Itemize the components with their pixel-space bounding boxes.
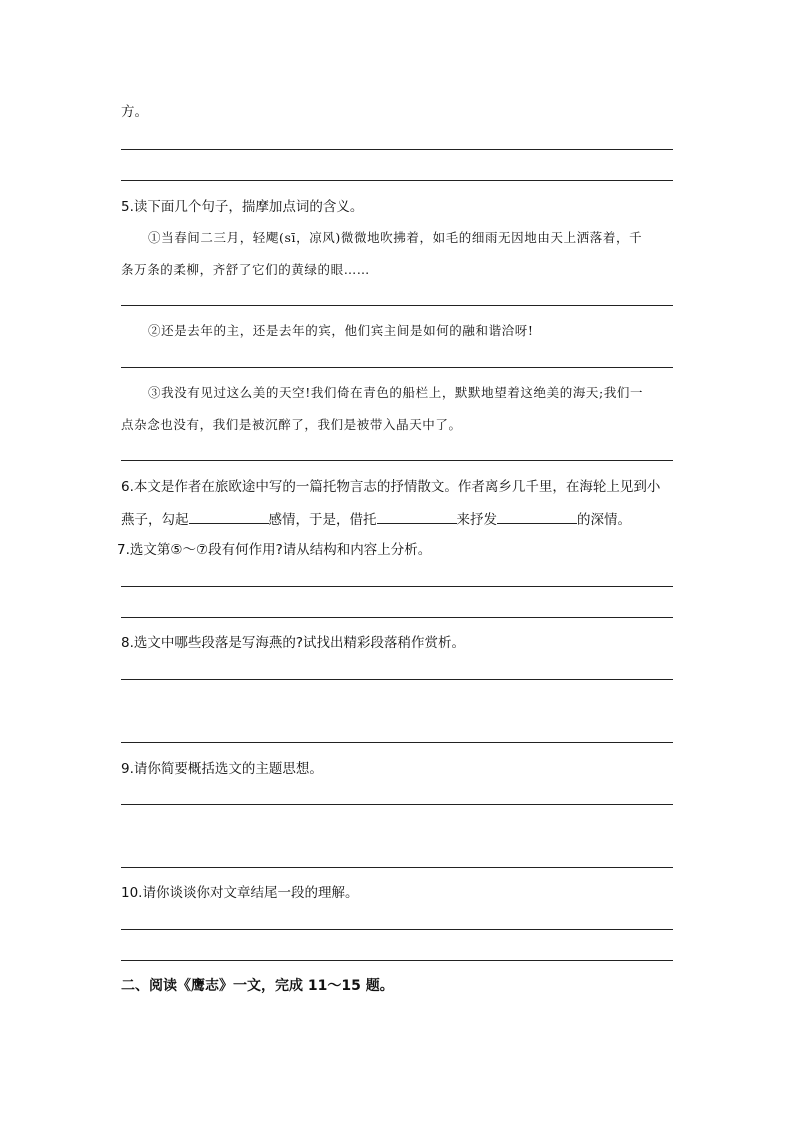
question-6-line-2 [121, 509, 631, 529]
question-10: 10.请你谈谈你对文章结尾一段的理解。 [121, 885, 359, 901]
sentence-3-line-2: 点杂念也没有，我们是被沉醉了，我们是被带入晶天中了。 [121, 417, 462, 432]
fill-blank-3[interactable] [497, 509, 577, 524]
question-7: 7.选文第⑤～⑦段有何作用?请从结构和内容上分析。 [117, 542, 432, 558]
answer-line [121, 367, 673, 368]
q6-text-4: 的深情。 [577, 512, 631, 528]
answer-line [121, 679, 673, 680]
answer-line [121, 929, 673, 930]
answer-line [121, 460, 673, 461]
answer-line [121, 804, 673, 805]
sentence-3-line-1: ③我没有见过这么美的天空!我们倚在青色的船栏上，默默地望着这绝美的海天;我们一 [148, 385, 644, 400]
answer-line [121, 180, 673, 181]
q6-text-3: 来抒发 [456, 512, 497, 528]
answer-line [121, 960, 673, 961]
sentence-1-line-2: 条万条的柔柳，齐舒了它们的黄绿的眼…… [121, 262, 370, 277]
question-5: 5.读下面几个句子，揣摩加点词的含义。 [121, 199, 364, 215]
answer-line [121, 586, 673, 587]
sentence-2: ②还是去年的主，还是去年的宾，他们宾主间是如何的融和谐洽呀! [148, 323, 534, 338]
fill-blank-2[interactable] [377, 509, 457, 524]
answer-line [121, 617, 673, 618]
question-9: 9.请你简要概括选文的主题思想。 [121, 761, 323, 777]
continued-text: 方。 [121, 104, 148, 120]
answer-line [121, 867, 673, 868]
fill-blank-1[interactable] [189, 509, 269, 524]
answer-line [121, 149, 673, 150]
answer-line [121, 305, 673, 306]
question-6-line-1: 6.本文是作者在旅欧途中写的一篇托物言志的抒情散文。作者离乡几千里，在海轮上见到小 [121, 479, 661, 495]
answer-line [121, 742, 673, 743]
q6-text-1: 燕子，勾起 [121, 512, 189, 528]
sentence-1-line-1: ①当春间二三月，轻飔(sī，凉风)微微地吹拂着，如毛的细雨无因地由天上洒落着，千 [148, 230, 643, 245]
q6-text-2: 感情，于是，借托 [268, 512, 377, 528]
section-2-heading: 二、阅读《鹰志》一文，完成 11～15 题。 [121, 978, 394, 994]
question-8: 8.选文中哪些段落是写海燕的?试找出精彩段落稍作赏析。 [121, 635, 466, 651]
